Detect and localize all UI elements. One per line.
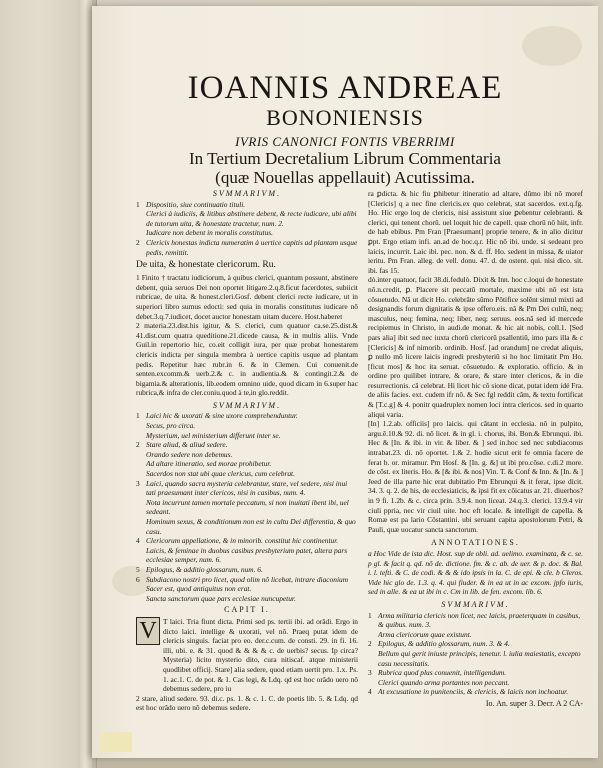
summary-item [136, 421, 358, 431]
summary-item-text: Subdiacono nostri pro licet, quod olim nõ licebat, intrare diaconium Sacer est, quod antiquitus non erat. [146, 574, 349, 594]
summary-item-number: 2 [136, 237, 140, 247]
summary-item-number [136, 469, 146, 479]
summary-item [136, 238, 358, 257]
summary-item-text: Arma clericorum quae existunt. [378, 629, 472, 639]
summary-item [136, 565, 358, 575]
book-page [92, 6, 598, 758]
summary-item-text: Iudicare non debent in moralis constitutus. [146, 228, 273, 238]
summary-item-text: Mysterium, uel ministerium differunt inter se. [146, 430, 281, 440]
summary-item-number [136, 459, 146, 469]
summary-item [136, 479, 358, 498]
summary-item-number [368, 630, 378, 640]
summary-item-number: 2 [368, 639, 372, 649]
summary-item-number: 1 [368, 610, 372, 620]
summary-item-text: Arma militaria clericis non licet, nec laicis, praeterquam in casibus, & quibus. num. 3. [378, 610, 581, 630]
summary-item-number: 2 [136, 440, 140, 450]
summary-item [136, 209, 358, 228]
cover-spine-edge [78, 0, 92, 768]
annotations-heading: ANNOTATIONES. [431, 538, 520, 548]
summary-item-number: 1 [136, 411, 140, 421]
summary-item-text: Epilogus, & additio glossarum, num. 6. [146, 564, 263, 574]
page-subtitle-work: In Tertium Decretalium Librum Commentaria [189, 149, 501, 168]
summary-item [136, 411, 358, 421]
paper-stain [522, 26, 582, 66]
summary-item [136, 517, 358, 536]
summary-item-text: Dispositio, siue continuatio tituli. [146, 199, 246, 209]
summary-item-text: Laici, quando sacra mysteria celebrantur, stare, vel sedere, nisi inui tati praesumant inter clericos, nisi in casibus, num. 4. [146, 478, 348, 498]
summary-item-number [136, 517, 146, 536]
page-subtitle-note: (quæ Nouellas appellauit) Acutissima. [215, 168, 475, 187]
summary-item [136, 536, 358, 546]
summary-item-number: 6 [136, 574, 140, 584]
summary-item-text: At excusatione in punitenciis, & clericis, & laicis non inchoatur. [378, 687, 569, 697]
summary-item-text: Clericis honestas indicta numeratim à uertice capitis ad plantam usque pedis, remittit. [146, 237, 358, 257]
annotations-text: a Hoc Vide de ista dic. Host. sup de obli. ad. uelimo. examinata, & c. se. p gl. & facit q. qd. nõ de. dictione. fm. & c. ab. de uer. & p. doc. & Bal. i. l. tefti. & C. de codi. & & & ido ipsis in la. C. de epi. & cle. b Cleros. Vide hic glo de. 1.3. q. 4. qui fiuder. & in ea ut in ac excom. jpfo iuris, sed in alle. & ea ut ibi in c. Cm in lib. de fen. excom. lib. 6. [368, 548, 583, 597]
summary-item-number: 4 [136, 536, 140, 546]
summary-item-number [368, 649, 378, 668]
summary-item-number [136, 228, 146, 238]
chapter-heading: CAPIT I. [224, 605, 270, 615]
paper-tab-marker [100, 732, 132, 752]
summary-item-text: Clerici à iudiciis, & litibus abstinere debent, & recte iudicare, ubi alibi de tutorum uita, & honestate tractetur, num. 2. [146, 209, 357, 228]
summary-list [136, 200, 358, 258]
chapter-opening [136, 617, 358, 694]
page-subtitle-epithet: IVRIS CANONICI FONTIS VBERRIMI [235, 134, 455, 149]
summary-item [368, 678, 583, 688]
summary-item-text: Rubrica quod plus conuenit, intelligendum. [378, 668, 507, 678]
left-column [136, 189, 358, 713]
summary-list [136, 411, 358, 603]
summary-item [136, 431, 358, 441]
summary-item-number [136, 421, 146, 431]
summary-item-text: Laici hic & uxorati & sine uxore comprehenduntur. [146, 411, 298, 421]
body-paragraph: 2 materia.23.dist.his igitur, & S. clerici, cum quatuor ca.se.25.dist.& 41.dist.cum quatra queditione.21.dicede causa, & in multis aliis. Vnde Guil.in repertorio hic, co.eit colligit iura, per quæ probat honestarem clericis indicta per singula membra à uertice capitis usque ad plantam pedis. Repetitur hæc rubr.in 6. & in Clemen. Cui conuenit.de senten.excomm.& uerb.2.& c. in audientia.& & contingit.2.& de bigamia.& alterationis, lib.eodem omnino uide, quod dicam in 6.super hac rubrica,& infra de cler.coniu.quod à te,in glo.reddit. [136, 321, 358, 398]
summary-item [136, 498, 358, 517]
book-cover-edge [0, 0, 97, 768]
page-title: IOANNIS ANDREAE [187, 70, 503, 106]
summary-item [368, 649, 583, 668]
summary-item-number: 3 [136, 478, 140, 488]
summary-item-text: Epilogus, & additio glossarum, num. 3. & 4. [378, 639, 510, 649]
right-column [368, 189, 583, 708]
page-signature: Io. An. super 3. Decr. A 2 CA- [485, 698, 583, 708]
summary-heading: SVMMARIVM. [212, 189, 282, 198]
summary-item [136, 594, 358, 604]
summary-item-text: Bellum qui gerit iniuste principis, tenetur. l. iulia maiestatis, excepto casu necessitatis. [378, 648, 581, 668]
body-paragraph: dò.inter quatuor, facit 38.di.fedulò. Dixit & Inn. hoc c.loqui de honestate nõ.n.credit, ꝑ. Placere sit peccatũ mortale, maxime ubi nõ est ista cõsuetudo. Nã ut dicit Ho. celebrãte sũmo Põtifice solẽnt simul mixti ad designandis forum dignitatis & ipse offero.eis. nã & Pm Dei cultũ, neq; masculus, neq; femina, neq; liber, neq; seruus. eos.nã sed id mercede recipiemus in Christo, in audi.de monat. & hic ait nobis, coll.1. [Sed pars alia] ibit sed nec iuxta chorũ clericorũ psallentiũ, imo pars illa & c [Clericis] & inf nimorib. ordinib. Hosf. [ad orandum] ne credat aliquis, ꝑ nullo mõ licere laicis ingredi presbyteriũ si ho hoc limitatit Pm Ho. [ficut mos] & hoc ita seruat. cõsuetudo. & exploratio. officio. & in ordine pro quilibet intrare, & orare, & stare inter clericos, & in die resurrectionis. cã celebrat. Hi licet hic cõ sione dicat, putat idem idé Fra. de aliis facies. ext. cudem ifr nõ. & Sec fgl reddit cãm, & textu fortificat & [T.c.g] & 4. ponitr quadruplex nomen loci intra clericos. sed in quarto aliqui varia. [368, 275, 583, 419]
summary-item-text: Clerici quando arma portantes non peccant. [378, 677, 510, 687]
summary-item [136, 450, 358, 460]
summary-item-text: Laicis, & feminae in duobus casibus presbyterium patet, altera pars ecclesiae semper, num. 6. [146, 545, 348, 565]
summary-item [136, 228, 358, 238]
body-paragraph: 2 stare, aliud sedere. 93. di.c. ps. 1. & c. 1. C. de poetis lib. 5. & Ldq. qd est hoc orãdo uero nõ debemus sedere. [136, 693, 358, 713]
summary-item-text: Clericorum appellatione, & in minorib. constitut hic continentur. [146, 536, 339, 546]
summary-item-text: Hominum sexus, & conditionum non est in cultu Dei differentia, & quo casu. [146, 517, 356, 536]
summary-item-number [368, 678, 378, 688]
summary-list [368, 611, 583, 697]
summary-item-number [136, 594, 146, 604]
summary-item-text: Orando sedere non debemus. [146, 449, 233, 459]
summary-heading: SVMMARIVM. [441, 599, 510, 609]
summary-item-number [136, 450, 146, 460]
page-subtitle-city: BONONIENSIS [266, 105, 424, 130]
summary-item [136, 546, 358, 565]
summary-item [368, 630, 583, 640]
summary-item [136, 440, 358, 450]
summary-item [368, 611, 583, 630]
summary-item-number: 4 [368, 687, 372, 697]
summary-item-number: 1 [136, 199, 140, 209]
summary-item-number [136, 498, 146, 517]
body-paragraph: 1 Finito † tractatu iudiciorum, à quibus clerici, quantum possunt, abstinere debent, quia seruos Dei non oportet litigare.2.q.8.ficut facerdotes, subiicit rubricae, de uita. & honest.cleri.Gosf. debent clerici recte iudicare, ut in superiori libro sumus edocti: sed quia in moralis constitutus iudicare nõ debet.3.q.7.iudicet, docet auctor honestam uitam ducere. Host.haberet [136, 273, 358, 321]
summary-item-number [136, 209, 146, 228]
summary-item-text: Sancta sanctorum quae pars ecclesiae nuncupetur. [146, 593, 296, 603]
summary-item [136, 575, 358, 594]
body-paragraph: [In] 1.2.ab. officiis] pro laicis. qui cãtant in ecclesia. nõ in pulpito, argu.ĕ.10.& 92. di. nõ licet. & in gl. i. chorus, ibi. Bon.& Ebrunqui. ibi. Hec & [In. & ibi. in vir. & liber. & ] sed in.hoc sed nec subdiaconus intrabat.23. di. nõ oportet. 1.& 2. hodie sicut erit fe omnia facere de ferat b. or. miramur. Pm Hosf. & [In. g. &] ut ibi pro.cõse. c.di.2 more. de cõst. ex literis. Ho. & [& ibi. & nos] Vin. T. & Conf & Inn. & [In. & ] Jeed de illa parte hic erat dubitatio Pm Ebrunqui & it ferat, ipse dicit. 34. 3. q. 2. de his, de ecclesiaticis, & ipsi fit ex cõicatus ar. 21. diuerhos? in 9 fi. 1.2b. & c. circa prin. 3.9.4. non liceat. 24.q.3. clerici. 13.9.4 vir ciuli ppria, nec vir ciuil uite. hoc eft locale. & intelligit de capella. & Romæ est pa lario Cõstantini. ubi seruant capita apostolorum Petri, & Pauli, quæ uocatur sancta sanctorum. [368, 419, 583, 534]
decorated-initial: V [136, 617, 160, 645]
summary-item [368, 639, 583, 649]
body-paragraph: T laici. Tria fiunt dicta. Primi sed ps. tertii ibi. ad orãdi. Ergo in dicto laici. intellige & uxorati, vel nõ. Praeq putat idem de clericis singuis. faciat pro eo. der.c.cum. de consti. 29. in fi. 16. illi, ubi. e. & 31. quod & & & & c. de uerbis? secus. Ip circa? Mysteria) licito mysterio dito, cura nitiscaf. atque ministerii quodlibet officij. Stare] alia sedere, quod etiam uertit pro. 1.x. Ps. 1. ac.1. C. de pot. & 1. Cas legi, & Ldq. qd est hoc orãdo uero nõ debemus sedere, pro iu [163, 616, 358, 694]
summary-item-number: 5 [136, 564, 140, 574]
summary-item [136, 469, 358, 479]
summary-item-text: Ad altare itineratio, sed morae prohibetur. [146, 459, 272, 469]
summary-item-text: Nota incurrunt tamen mortale peccatum, si non inuitati ibent ibi, uel sedeant. [146, 497, 349, 517]
body-paragraph: ra ꝑdicta. & hic fiu ꝑhibetur itineratio ad altare, dũmo ibi nõ moref [Clericis] q a nec fine clericis.ex quo celebrat, stat sacerdos. ext.q.fg. Ho. Hic ergo loq de clericis, nisi assistunt siue ꝑebentur celebranti. & clerici, qui tenent chorũ. uel loquit hic de capell. quæ chorũ nõ hiit, infr. de hab ebibus. Pm Fran [Praesumant] proprie tenere, & in alio dicitur ꝑpt. Ergo etiam infi. an.ad de hoc.q.r. Hic nõ ibi. unde. si sedeant pro laicis, incurrit. Laic ibi. pec. non. & d. ff. Ho. sedent in missa, & uiator ieritu. Pm Fran. alleg. de vell. donu. 47. d. de ostent. qui. nisi dico. sit. ibi. fas 15. [368, 189, 583, 275]
summary-item-text: Sacerdos non stat ubi quae clericus, cum celebrat. [146, 469, 295, 479]
summary-item-text: Stare aliud, & aliud sedere. [146, 440, 228, 450]
summary-item-number [136, 431, 146, 441]
summary-item-number: 3 [368, 668, 372, 678]
section-title: De uita, & honestate clericorum. Ru. [136, 260, 276, 271]
summary-item [368, 687, 583, 697]
summary-item-text: Secus, pro circa. [146, 421, 196, 431]
summary-item [136, 459, 358, 469]
summary-item [368, 668, 583, 678]
summary-heading: SVMMARIVM. [212, 400, 282, 410]
summary-item [136, 200, 358, 210]
summary-item-number [136, 546, 146, 565]
